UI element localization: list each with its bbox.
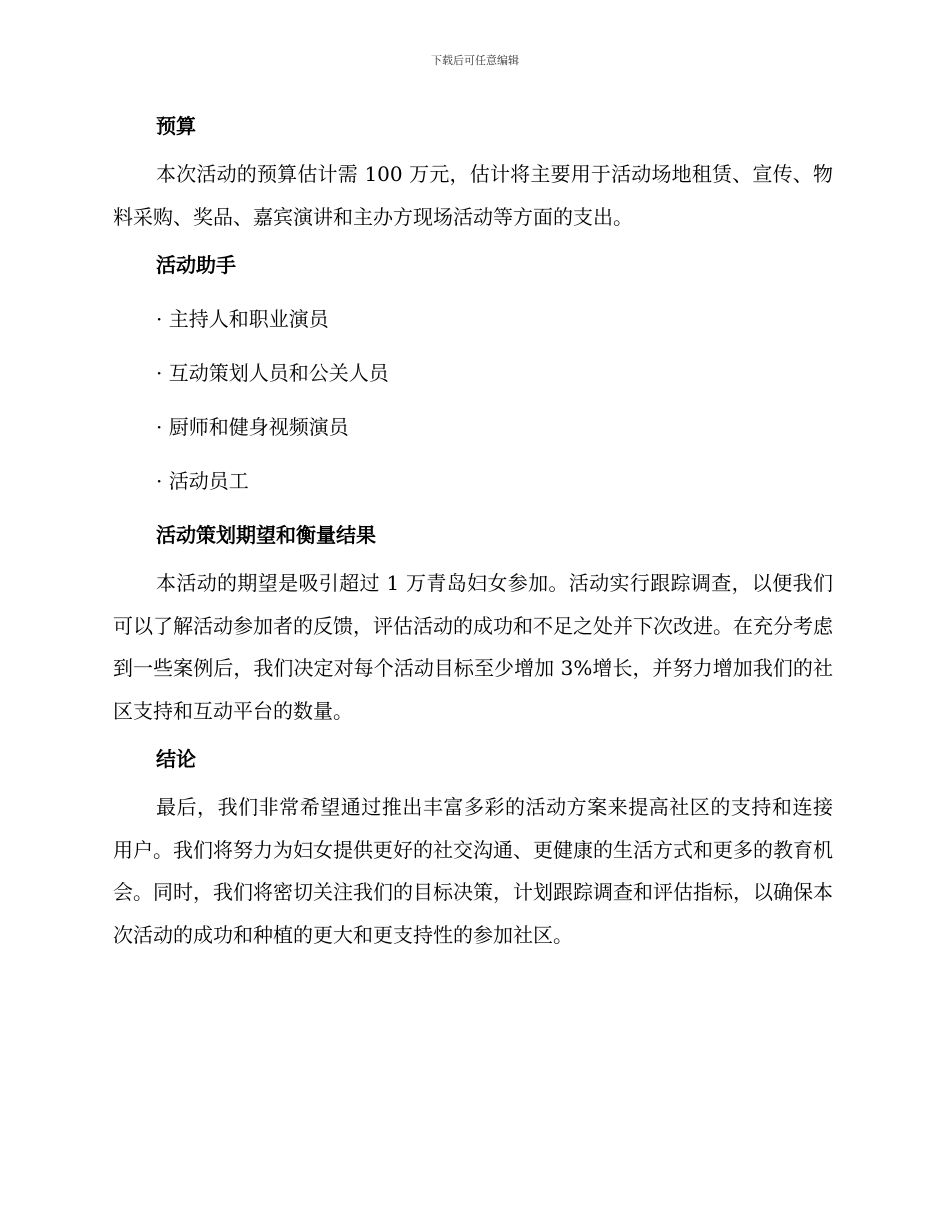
expectations-paragraph: 本活动的期望是吸引超过 1 万青岛妇女参加。活动实行跟踪调查，以便我们可以了解活动参加者的反馈，评估活动的成功和不足之处并下次改进。在充分考虑到一些案例后，我们决定对每个活动目标至少增加 3%增长，并努力增加我们的社区支持和互动平台的数量。 — [113, 571, 833, 723]
list-item: · 主持人和职业演员 — [156, 307, 329, 331]
assistant-list — [113, 303, 833, 497]
header-note: 下载后可任意编辑 — [431, 54, 519, 67]
document-body — [113, 110, 833, 956]
section-heading-conclusion: 结论 — [156, 747, 196, 771]
conclusion-paragraph: 最后，我们非常希望通过推出丰富多彩的活动方案来提高社区的支持和连接用户。我们将努力为妇女提供更好的社交沟通、更健康的生活方式和更多的教育机会。同时，我们将密切关注我们的目标决策，计划跟踪调查和评估指标，以确保本次活动的成功和种植的更大和更支持性的参加社区。 — [113, 795, 833, 947]
section-heading-expectations: 活动策划期望和衡量结果 — [156, 523, 376, 547]
budget-paragraph: 本次活动的预算估计需 100 万元，估计将主要用于活动场地租赁、宣传、物料采购、奖品、嘉宾演讲和主办方现场活动等方面的支出。 — [113, 162, 833, 229]
list-item: · 活动员工 — [156, 469, 249, 493]
section-heading-assistants: 活动助手 — [156, 253, 236, 277]
section-heading-budget: 预算 — [156, 114, 196, 138]
list-item: · 厨师和健身视频演员 — [156, 415, 349, 439]
list-item: · 互动策划人员和公关人员 — [156, 361, 389, 385]
